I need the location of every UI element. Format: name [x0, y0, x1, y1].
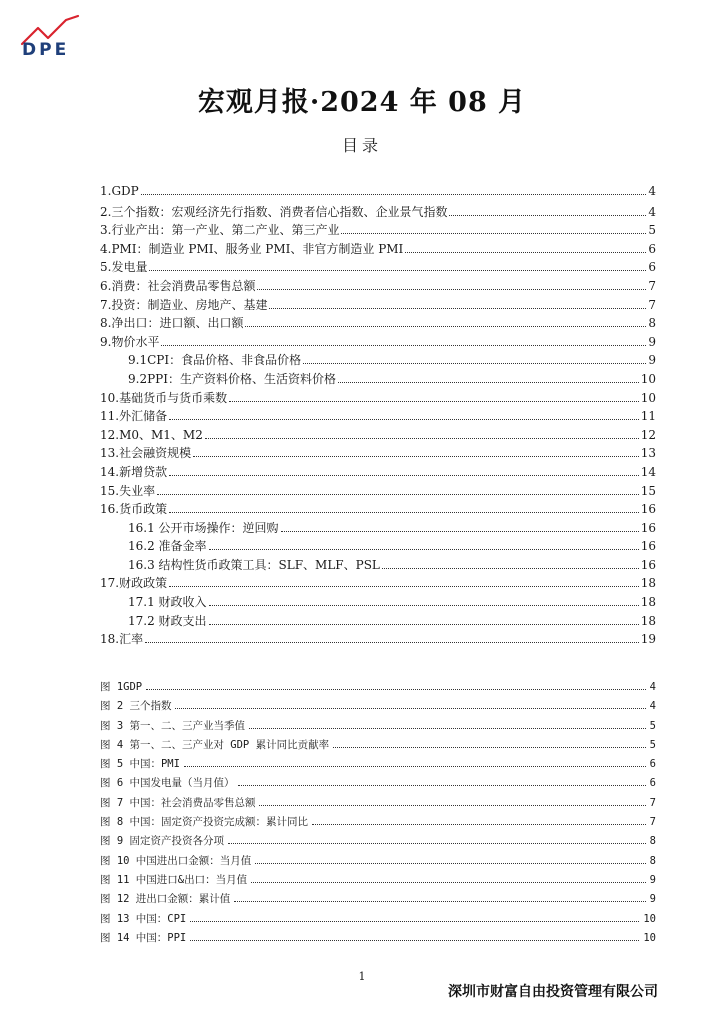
figure-entry-label: 图 12 进出口金额：累计值	[100, 893, 231, 906]
toc-entry-label: 16.货币政策	[100, 502, 168, 517]
figure-entry-page: 6	[649, 777, 656, 790]
dot-leader	[205, 438, 639, 439]
figure-entry-label: 图 11 中国进口&出口：当月值	[100, 873, 248, 886]
dot-leader	[209, 624, 639, 625]
dot-leader	[141, 194, 647, 195]
toc-entry[interactable]	[100, 407, 656, 426]
figure-entry[interactable]	[100, 930, 656, 949]
dot-leader	[228, 843, 646, 844]
toc-entry-label: 16.1 公开市场操作：逆回购	[128, 520, 279, 535]
toc-entry[interactable]	[100, 500, 656, 519]
figure-entry-page: 5	[649, 719, 656, 732]
figure-entry-page: 6	[649, 758, 656, 771]
dot-leader	[259, 805, 645, 806]
dot-leader	[303, 363, 646, 364]
figure-entry-label: 图 1GDP	[100, 681, 143, 693]
toc-entry-label: 17.财政政策	[100, 576, 168, 591]
figure-entry[interactable]	[100, 737, 656, 756]
toc-entry-page: 8	[648, 316, 656, 331]
figure-entry-label: 图 8 中国：固定资产投资完成额：累计同比	[100, 816, 308, 829]
figure-entry[interactable]	[100, 756, 656, 775]
figure-entry[interactable]	[100, 775, 656, 794]
dot-leader	[238, 785, 645, 786]
dot-leader	[281, 531, 639, 532]
figure-entry-page: 5	[649, 738, 656, 751]
dot-leader	[175, 708, 645, 709]
toc-entry-label: 12.M0、M1、M2	[100, 427, 203, 442]
toc-entry-label: 16.2 准备金率	[128, 539, 207, 554]
dot-leader	[209, 549, 639, 550]
figure-entry-label: 图 6 中国发电量（当月值）	[100, 777, 235, 790]
dot-leader	[149, 270, 646, 271]
dot-leader	[161, 345, 646, 346]
toc-entry-page: 16	[640, 520, 656, 535]
toc-entry-page: 4	[648, 204, 656, 219]
toc-entry-label: 17.1 财政收入	[128, 595, 207, 610]
figure-entry-label: 图 14 中国：PPI	[100, 931, 187, 944]
logo-text: DPE	[22, 40, 70, 60]
toc-entry[interactable]	[100, 593, 656, 612]
toc-entry[interactable]	[100, 444, 656, 463]
toc-entry-page: 19	[640, 632, 656, 647]
toc-entry-label: 14.新增贷款	[100, 464, 168, 479]
toc-entry[interactable]	[100, 574, 656, 593]
toc-entry[interactable]	[100, 370, 656, 389]
figure-entry-page: 9	[649, 873, 656, 886]
toc-entry[interactable]	[100, 296, 656, 315]
dot-leader	[405, 252, 646, 253]
figure-entry-page: 4	[649, 700, 656, 713]
figure-entry-label: 图 3 第一、二、三产业当季值	[100, 719, 245, 732]
dot-leader	[449, 215, 646, 216]
figure-entry-page: 9	[649, 893, 656, 906]
toc-entry-page: 13	[640, 446, 656, 461]
toc-entry-page: 9	[648, 353, 656, 368]
figure-entry-page: 10	[643, 931, 656, 944]
dot-leader	[338, 382, 639, 383]
dot-leader	[245, 326, 646, 327]
figure-entry-label: 图 2 三个指数	[100, 700, 172, 713]
toc-entry[interactable]	[100, 184, 656, 203]
toc-entry-label: 10.基础货币与货币乘数	[100, 390, 228, 405]
toc-entry[interactable]	[100, 630, 656, 649]
dot-leader	[312, 824, 646, 825]
dot-leader	[333, 747, 646, 748]
figure-entry-label: 图 9 固定资产投资各分项	[100, 835, 224, 848]
toc-entry-label: 5.发电量	[100, 260, 148, 275]
figure-list	[100, 679, 656, 949]
table-of-contents	[100, 184, 656, 649]
dot-leader	[229, 401, 639, 402]
report-title: 宏观月报·2024 年 08 月	[197, 87, 527, 118]
dot-leader	[146, 689, 646, 690]
dot-leader	[190, 940, 639, 941]
dot-leader	[209, 605, 639, 606]
dot-leader	[190, 921, 639, 922]
dot-leader	[193, 456, 639, 457]
figure-entry-page: 10	[643, 912, 656, 925]
toc-entry-label: 13.社会融资规模	[100, 446, 192, 461]
toc-entry-page: 7	[648, 278, 656, 293]
toc-entry-page: 6	[648, 260, 656, 275]
toc-entry[interactable]	[100, 240, 656, 259]
toc-entry[interactable]	[100, 314, 656, 333]
toc-entry[interactable]	[100, 333, 656, 352]
toc-entry-label: 16.3 结构性货币政策工具：SLF、MLF、PSL	[128, 557, 380, 572]
figure-entry-label: 图 4 第一、二、三产业对 GDP 累计同比贡献率	[100, 738, 330, 751]
dot-leader	[341, 233, 646, 234]
toc-entry-page: 10	[640, 371, 656, 386]
toc-entry-label: 6.消费：社会消费品零售总额	[100, 278, 256, 293]
toc-entry-page: 14	[640, 464, 656, 479]
toc-entry-label: 9.1CPI：食品价格、非食品价格	[128, 353, 302, 368]
figure-entry[interactable]	[100, 698, 656, 717]
dot-leader	[255, 863, 645, 864]
toc-entry[interactable]	[100, 258, 656, 277]
toc-entry-label: 11.外汇储备	[100, 409, 168, 424]
toc-entry-page: 6	[648, 241, 656, 256]
toc-entry-page: 16	[640, 539, 656, 554]
toc-entry-label: 9.2PPI：生产资料价格、生活资料价格	[128, 371, 336, 386]
toc-entry-label: 2.三个指数：宏观经济先行指数、消费者信心指数、企业景气指数	[100, 204, 448, 219]
toc-entry[interactable]	[100, 463, 656, 482]
dot-leader	[249, 728, 646, 729]
toc-entry-page: 16	[640, 557, 656, 572]
toc-heading: 目录	[341, 136, 382, 155]
dot-leader	[234, 901, 645, 902]
dot-leader	[382, 568, 639, 569]
toc-entry-page: 4	[648, 184, 656, 198]
toc-entry-label: 17.2 财政支出	[128, 613, 207, 628]
toc-entry-label: 18.汇率	[100, 632, 144, 647]
dot-leader	[169, 586, 639, 587]
dot-leader	[257, 289, 646, 290]
figure-entry[interactable]	[100, 853, 656, 872]
dot-leader	[145, 642, 639, 643]
figure-entry-label: 图 13 中国：CPI	[100, 912, 187, 925]
toc-entry-page: 12	[640, 427, 656, 442]
figure-entry-page: 7	[649, 796, 656, 809]
toc-entry[interactable]	[100, 351, 656, 370]
dot-leader	[169, 475, 639, 476]
toc-entry[interactable]	[100, 277, 656, 296]
figure-entry-page: 8	[649, 854, 656, 867]
toc-entry[interactable]	[100, 426, 656, 445]
figure-entry-page: 8	[649, 835, 656, 848]
figure-entry-label: 图 7 中国：社会消费品零售总额	[100, 796, 256, 809]
figure-entry[interactable]	[100, 833, 656, 852]
toc-entry[interactable]	[100, 482, 656, 501]
figure-entry[interactable]	[100, 795, 656, 814]
toc-entry[interactable]	[100, 221, 656, 240]
toc-entry[interactable]	[100, 203, 656, 222]
toc-entry-page: 10	[640, 390, 656, 405]
toc-entry-page: 11	[640, 409, 656, 424]
toc-entry-page: 9	[648, 334, 656, 349]
figure-entry-page: 7	[649, 816, 656, 829]
toc-entry-label: 9.物价水平	[100, 334, 160, 349]
dot-leader	[169, 419, 639, 420]
figure-entry-page: 4	[649, 681, 656, 693]
page-number: 1	[358, 970, 366, 983]
dot-leader	[157, 494, 639, 495]
toc-entry-page: 5	[648, 223, 656, 238]
toc-entry[interactable]	[100, 537, 656, 556]
figure-entry[interactable]	[100, 891, 656, 910]
toc-entry-label: 4.PMI：制造业 PMI、服务业 PMI、非官方制造业 PMI	[100, 241, 404, 256]
toc-entry-label: 15.失业率	[100, 483, 156, 498]
toc-entry-label: 3.行业产出：第一产业、第二产业、第三产业	[100, 223, 340, 238]
figure-entry[interactable]	[100, 679, 656, 698]
toc-entry-label: 7.投资：制造业、房地产、基建	[100, 297, 268, 312]
company-name: 深圳市财富自由投资管理有限公司	[448, 984, 658, 1000]
toc-entry[interactable]	[100, 519, 656, 538]
toc-entry-page: 18	[640, 595, 656, 610]
toc-entry-page: 7	[648, 297, 656, 312]
dot-leader	[269, 308, 646, 309]
toc-entry-page: 18	[640, 576, 656, 591]
toc-entry-page: 15	[640, 483, 656, 498]
toc-entry[interactable]	[100, 556, 656, 575]
dot-leader	[169, 512, 639, 513]
toc-entry-label: 1.GDP	[100, 184, 139, 198]
toc-entry-page: 16	[640, 502, 656, 517]
figure-entry-label: 图 5 中国：PMI	[100, 758, 180, 771]
toc-entry[interactable]	[100, 612, 656, 631]
figure-entry[interactable]	[100, 872, 656, 891]
figure-entry[interactable]	[100, 911, 656, 930]
toc-entry-label: 8.净出口：进口额、出口额	[100, 316, 244, 331]
figure-entry[interactable]	[100, 718, 656, 737]
toc-entry[interactable]	[100, 389, 656, 408]
toc-entry-page: 18	[640, 613, 656, 628]
figure-entry-label: 图 10 中国进出口金额：当月值	[100, 854, 252, 867]
dot-leader	[251, 882, 646, 883]
dot-leader	[184, 766, 646, 767]
figure-entry[interactable]	[100, 814, 656, 833]
